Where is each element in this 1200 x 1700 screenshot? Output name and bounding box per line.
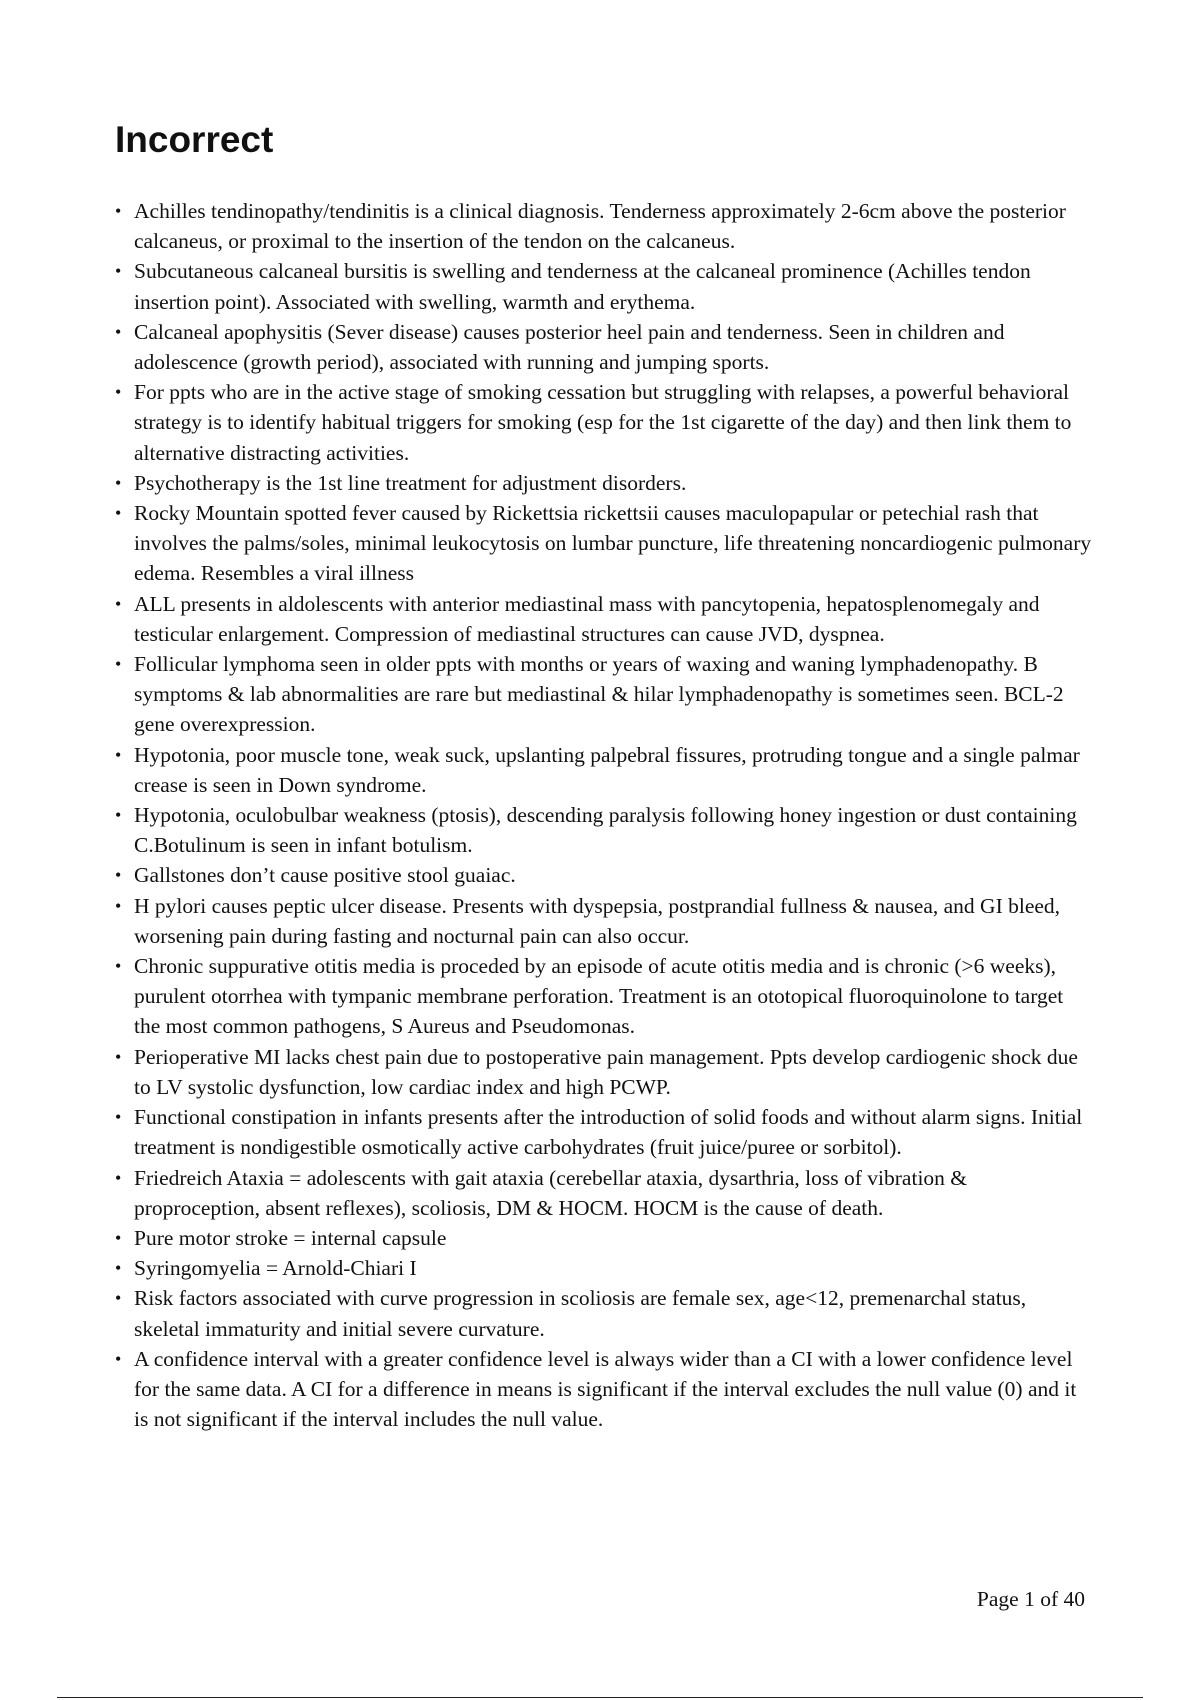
page-number: Page 1 of 40 — [976, 1587, 1085, 1611]
list-item: • ALL presents in aldolescents with anterior mediastinal mass with pancytopenia, hepatosplenomegaly and testicular enlargement. Compression of mediastinal structures can cause JVD, dyspnea. — [134, 589, 1094, 649]
list-item: • A confidence interval with a greater confidence level is always wider than a CI with a lower confidence level for the same data. A CI for a difference in means is significant if the interval excludes the null value (0) and it is not significant if the interval includes the null value. — [134, 1344, 1094, 1435]
list-item: • Rocky Mountain spotted fever caused by Rickettsia rickettsii causes maculopapular or petechial rash that involves the palms/soles, minimal leukocytosis on lumbar puncture, life threatening noncardiogenic pulmonary edema. Resembles a viral illness — [134, 498, 1094, 589]
list-item: • H pylori causes peptic ulcer disease. Presents with dyspepsia, postprandial fullness & nausea, and GI bleed, worsening pain during fasting and nocturnal pain can also occur. — [134, 891, 1094, 951]
list-item: • Risk factors associated with curve progression in scoliosis are female sex, age<12, premenarchal status, skeletal immaturity and initial severe curvature. — [134, 1283, 1094, 1343]
list-item: • Chronic suppurative otitis media is proceded by an episode of acute otitis media and is chronic (>6 weeks), purulent otorrhea with tympanic membrane perforation. Treatment is an ototopical fluoroquinolone to target the most common pathogens, S Aureus and Pseudomonas. — [134, 951, 1094, 1042]
list-item: • Subcutaneous calcaneal bursitis is swelling and tenderness at the calcaneal prominence (Achilles tendon insertion point). Associated with swelling, warmth and erythema. — [134, 256, 1094, 316]
list-item: • Friedreich Ataxia = adolescents with gait ataxia (cerebellar ataxia, dysarthria, loss of vibration & proproception, absent reflexes), scoliosis, DM & HOCM. HOCM is the cause of death. — [134, 1163, 1094, 1223]
list-item: • Achilles tendinopathy/tendinitis is a clinical diagnosis. Tenderness approximately 2-6cm above the posterior calcaneus, or proximal to the insertion of the tendon on the calcaneus. — [134, 196, 1094, 256]
list-item: • Functional constipation in infants presents after the introduction of solid foods and without alarm signs. Initial treatment is nondigestible osmotically active carbohydrates (fruit juice/puree or sorbitol). — [134, 1102, 1094, 1162]
notes-list — [134, 196, 1094, 1434]
list-item: • Perioperative MI lacks chest pain due to postoperative pain management. Ppts develop cardiogenic shock due to LV systolic dysfunction, low cardiac index and high PCWP. — [134, 1042, 1094, 1102]
footer-divider — [57, 1697, 1143, 1698]
list-item: • Follicular lymphoma seen in older ppts with months or years of waxing and waning lymphadenopathy. B symptoms & lab abnormalities are rare but mediastinal & hilar lymphadenopathy is sometimes seen. BCL-2 gene overexpression. — [134, 649, 1094, 740]
list-item: • Psychotherapy is the 1st line treatment for adjustment disorders. — [134, 468, 1094, 498]
list-item: • Hypotonia, oculobulbar weakness (ptosis), descending paralysis following honey ingestion or dust containing C.Botulinum is seen in infant botulism. — [134, 800, 1094, 860]
list-item: • Hypotonia, poor muscle tone, weak suck, upslanting palpebral fissures, protruding tongue and a single palmar crease is seen in Down syndrome. — [134, 740, 1094, 800]
list-item: • For ppts who are in the active stage of smoking cessation but struggling with relapses, a powerful behavioral strategy is to identify habitual triggers for smoking (esp for the 1st cigarette of the day) and then link them to alternative distracting activities. — [134, 377, 1094, 468]
list-item: • Gallstones don’t cause positive stool guaiac. — [134, 860, 1094, 890]
list-item: • Pure motor stroke = internal capsule — [134, 1223, 1094, 1253]
list-item: • Syringomyelia = Arnold-Chiari I — [134, 1253, 1094, 1283]
list-item: • Calcaneal apophysitis (Sever disease) causes posterior heel pain and tenderness. Seen in children and adolescence (growth period), associated with running and jumping sports. — [134, 317, 1094, 377]
page-title: Incorrect — [115, 119, 274, 160]
